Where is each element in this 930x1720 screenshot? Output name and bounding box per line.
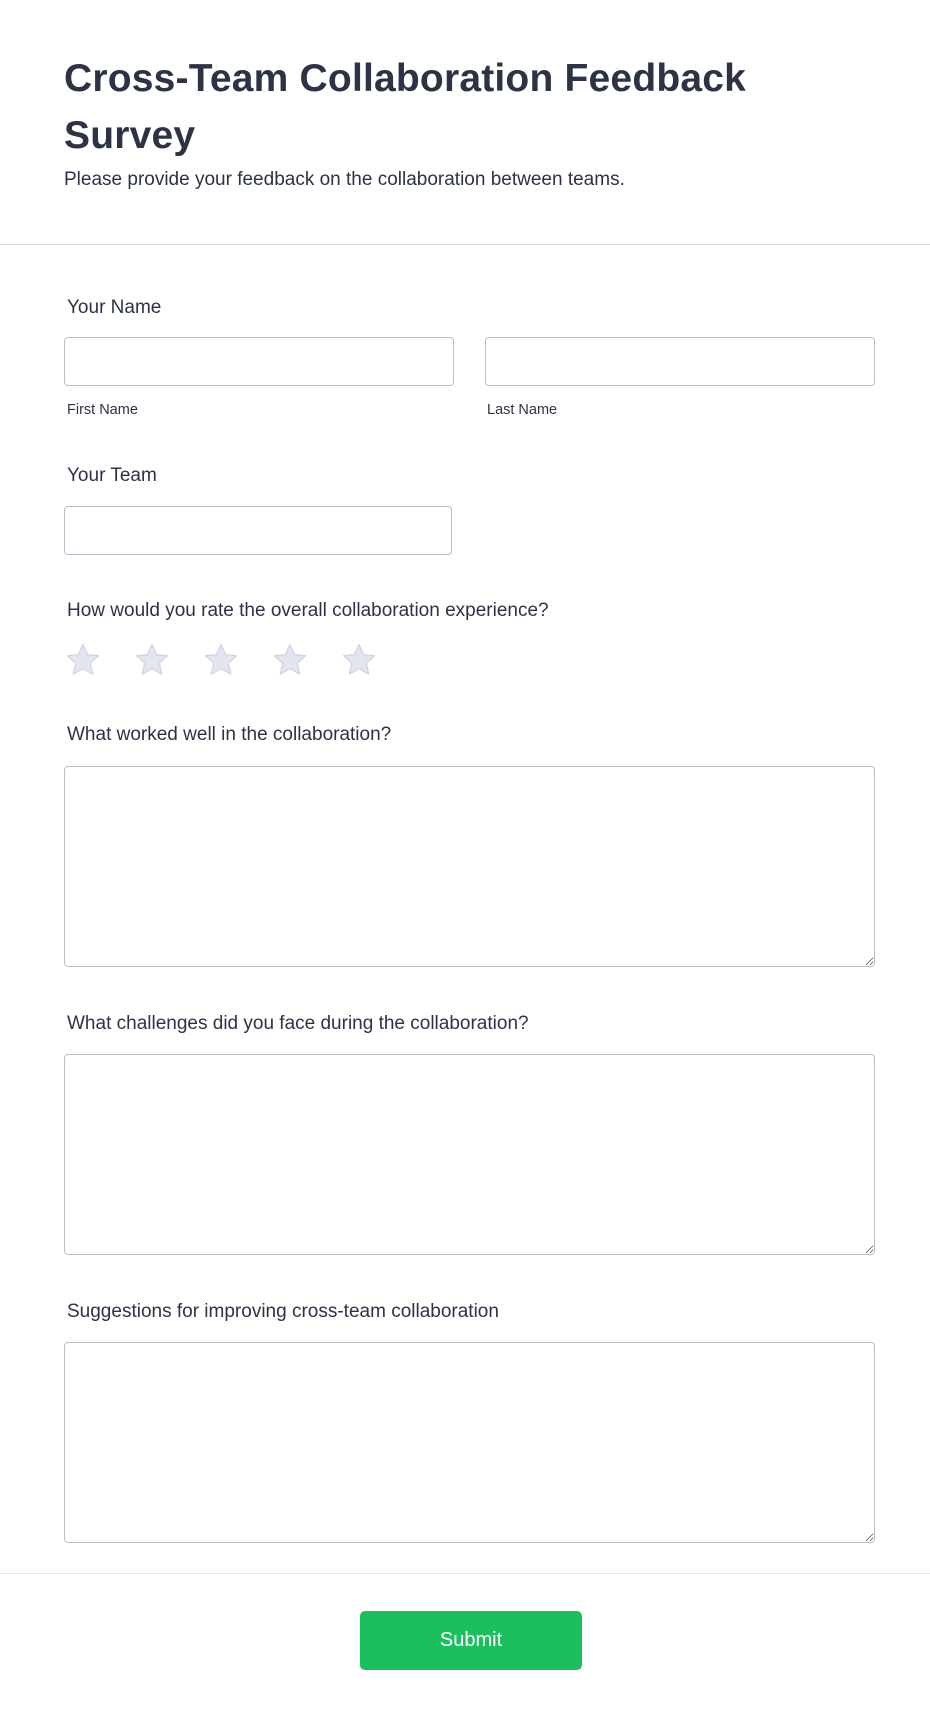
worked-well-textarea[interactable] xyxy=(64,766,875,967)
worked-well-label: What worked well in the collaboration? xyxy=(67,724,392,745)
footer-divider xyxy=(0,1573,930,1574)
challenges-textarea[interactable] xyxy=(64,1054,875,1255)
page-subtitle: Please provide your feedback on the collaboration between teams. xyxy=(64,169,625,190)
rating-label: How would you rate the overall collaboration experience? xyxy=(67,600,549,621)
last-name-input[interactable] xyxy=(485,337,875,386)
challenges-label: What challenges did you face during the collaboration? xyxy=(67,1013,529,1034)
page-title: Cross-Team Collaboration Feedback Survey xyxy=(64,57,747,157)
star-icon-1[interactable] xyxy=(64,641,102,679)
team-input[interactable] xyxy=(64,506,452,555)
star-icon-4[interactable] xyxy=(271,641,309,679)
suggestions-textarea[interactable] xyxy=(64,1342,875,1543)
team-label: Your Team xyxy=(67,465,157,486)
form-header xyxy=(0,0,930,245)
first-name-input[interactable] xyxy=(64,337,454,386)
submit-button[interactable]: Submit xyxy=(360,1611,582,1670)
name-label: Your Name xyxy=(67,297,162,318)
star-rating xyxy=(64,641,378,679)
star-icon-5[interactable] xyxy=(340,641,378,679)
last-name-sublabel: Last Name xyxy=(487,402,558,418)
first-name-sublabel: First Name xyxy=(67,402,138,418)
suggestions-label: Suggestions for improving cross-team collaboration xyxy=(67,1301,499,1322)
star-icon-2[interactable] xyxy=(133,641,171,679)
star-icon-3[interactable] xyxy=(202,641,240,679)
